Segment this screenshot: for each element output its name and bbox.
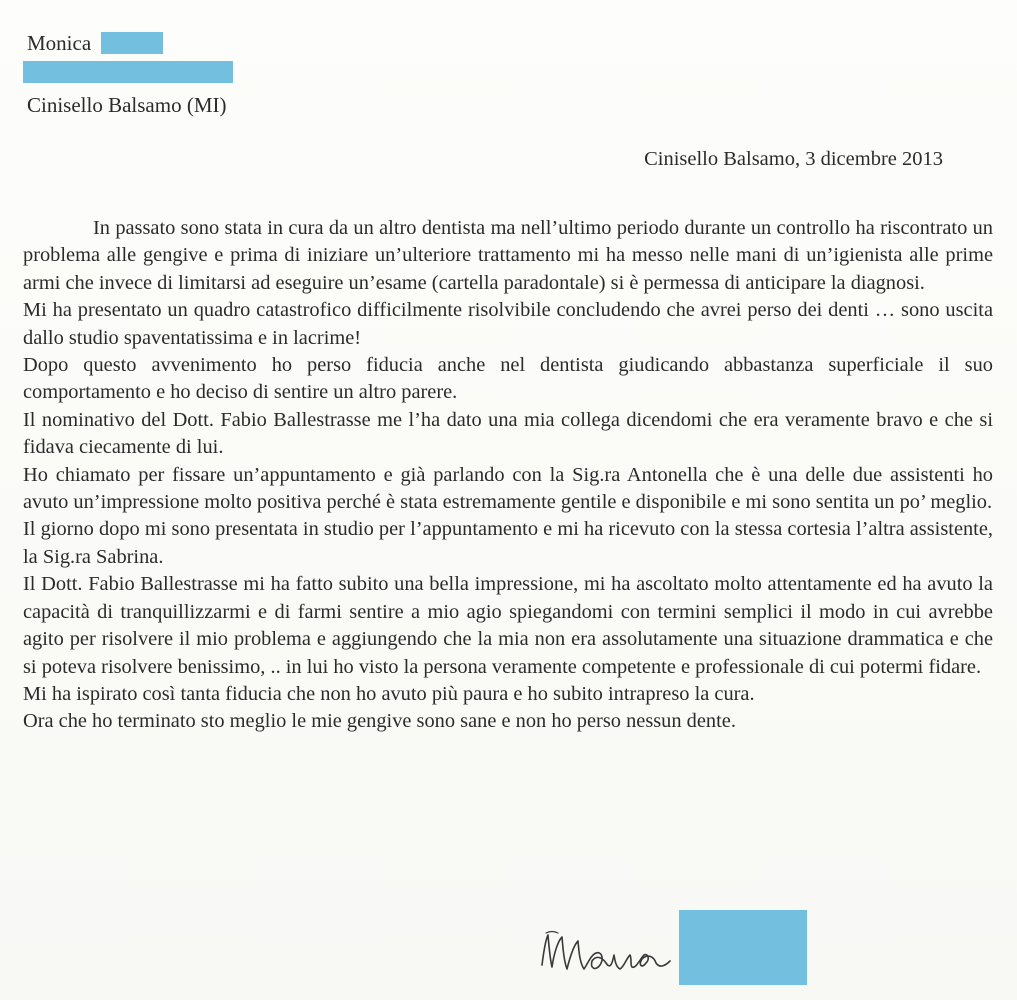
paragraph: Il nominativo del Dott. Fabio Ballestrasse me l’ha dato una mia collega dicendomi che era veramente bravo e che si fidava ciecamente di lui. <box>23 408 993 459</box>
paragraph: Mi ha ispirato così tanta fiducia che non ho avuto più paura e ho subito intrapreso la cura. <box>23 682 755 705</box>
sender-address-line <box>27 57 233 86</box>
handwritten-signature <box>536 919 686 979</box>
paragraph: Mi ha presentato un quadro catastrofico difficilmente risolvibile concludendo che avrei perso dei denti … sono uscita dallo studio spaventatissima e in lacrime! <box>23 299 993 349</box>
paragraph: Dopo questo avvenimento ho perso fiducia anche nel dentista giudicando abbastanza superficiale il suo comportamento e ho deciso di sentire un altro parere. <box>23 354 993 404</box>
redacted-address <box>23 61 233 83</box>
paragraph: Il giorno dopo mi sono presentata in studio per l’appuntamento e mi ha ricevuto con la stessa cortesia l’altra assistente, la Sig.ra Sabrina. <box>23 518 993 568</box>
paragraph: Ora che ho terminato sto meglio le mie gengive sono sane e non ho perso nessun dente. <box>23 710 736 733</box>
redacted-signature-surname <box>679 910 807 985</box>
sender-city: Cinisello Balsamo (MI) <box>27 92 227 117</box>
sender-name-line <box>27 28 233 57</box>
paragraph: In passato sono stata in cura da un altro dentista ma nell’ultimo periodo durante un controllo ha riscontrato un problema alle gengive e prima di iniziare un’ulteriore trattamento mi ha messo nelle mani di un’igienista alle prime armi che invece di limitarsi ad eseguire un’esame (cartella paradontale) si è permessa di anticipare la diagnosi. <box>23 217 993 294</box>
sender-block <box>27 28 233 119</box>
sender-name: Monica <box>27 30 92 55</box>
letter-body <box>23 215 993 736</box>
redacted-surname <box>101 32 163 54</box>
letter-date: Cinisello Balsamo, 3 dicembre 2013 <box>644 148 943 170</box>
paragraph: Il Dott. Fabio Ballestrasse mi ha fatto subito una bella impressione, mi ha ascoltato molto attentamente ed ha avuto la capacità di tranquillizzarmi e di farmi sentire a mio agio spiegandomi con termini semplici il modo in cui avrebbe agito per risolvere il mio problema e aggiungendo che la mia non era assolutamente una situazione drammatica e che si poteva risolvere benissimo, .. in lui ho visto la persona veramente competente e professionale di cui potermi fidare. <box>23 573 993 678</box>
signature-block <box>536 905 816 990</box>
paragraph: Ho chiamato per fissare un’appuntamento e già parlando con la Sig.ra Antonella che è una delle due assistenti ho avuto un’impressione molto positiva perché è stata estremamente gentile e disponibile e mi sono sentita un po’ meglio. <box>23 463 993 514</box>
